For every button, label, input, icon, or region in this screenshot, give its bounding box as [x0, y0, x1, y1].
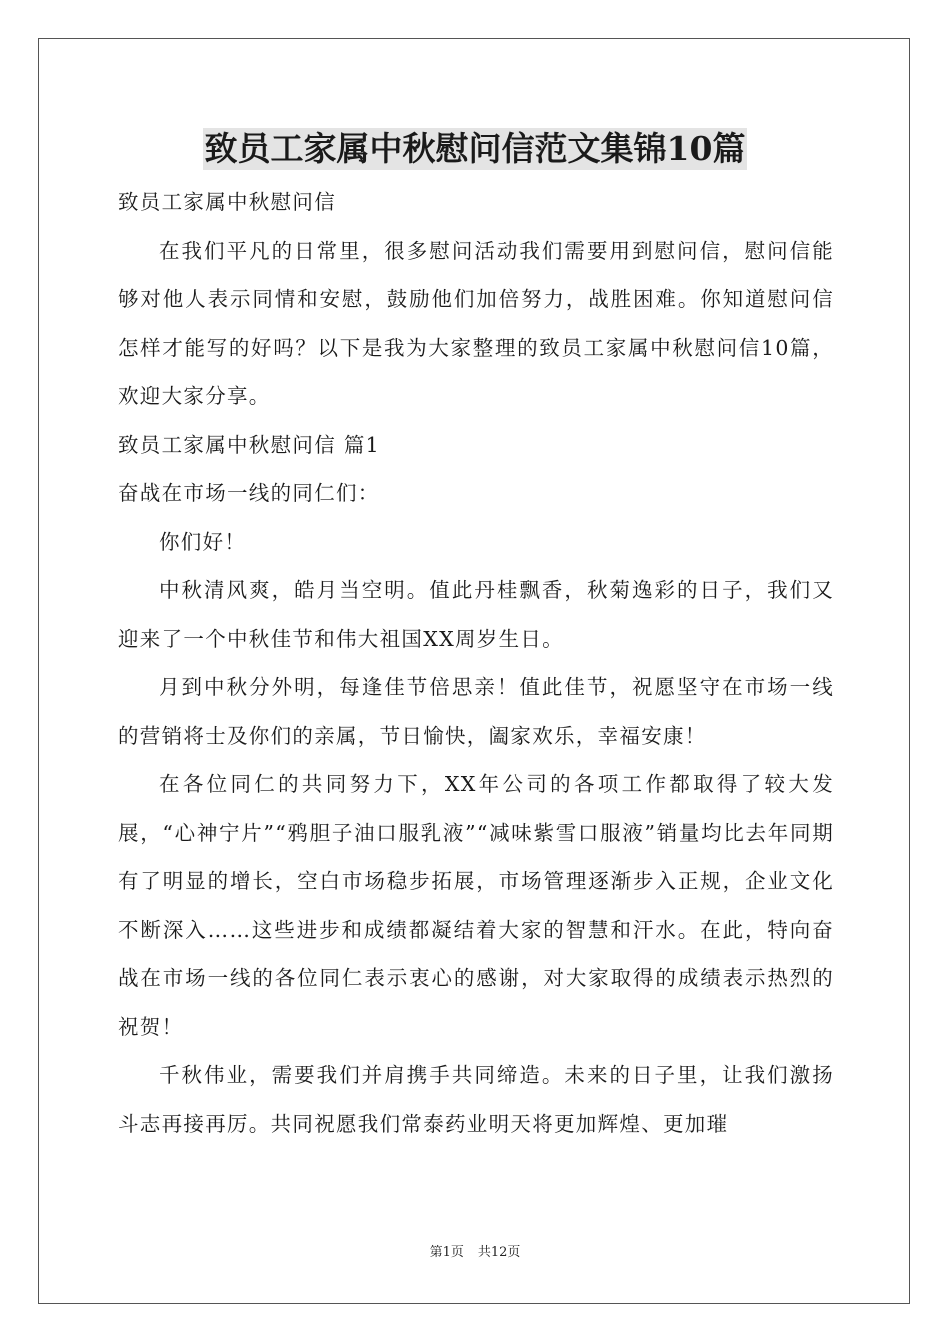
page-footer: [0, 1244, 950, 1262]
paragraph: 奋战在市场一线的同仁们：: [118, 481, 380, 505]
paragraph: 中秋清风爽，皓月当空明。值此丹桂飘香，秋菊逸彩的日子，我们又迎来了一个中秋佳节和伟大祖国XX周岁生日。: [118, 578, 834, 651]
paragraph: 月到中秋分外明，每逢佳节倍思亲！值此佳节，祝愿坚守在市场一线的营销将士及你们的亲属，节日愉快，阖家欢乐，幸福安康！: [118, 675, 834, 748]
paragraph: 千秋伟业，需要我们并肩携手共同缔造。未来的日子里，让我们激扬斗志再接再厉。共同祝愿我们常泰药业明天将更加辉煌、更加璀: [118, 1063, 834, 1136]
title-container: [0, 128, 950, 170]
paragraph: 致员工家属中秋慰问信: [118, 190, 336, 214]
page-total: 共12页: [477, 1245, 521, 1260]
document-title: 致员工家属中秋慰问信范文集锦10篇: [204, 129, 746, 168]
document-body: [118, 178, 834, 1148]
page-number: 第1页: [429, 1245, 464, 1260]
paragraph: 致员工家属中秋慰问信 篇1: [118, 432, 380, 457]
paragraph: 你们好！: [159, 529, 247, 554]
paragraph: 在各位同仁的共同努力下，XX年公司的各项工作都取得了较大发展，“心神宁片”“鸦胆子油口服乳液”“减味紫雪口服液”销量均比去年同期有了明显的增长，空白市场稳步拓展，市场管理逐渐步入正规，企业文化不断深入……这些进步和成绩都凝结着大家的智慧和汗水。在此，特向奋战在市场一线的各位同仁表示衷心的感谢，对大家取得的成绩表示热烈的祝贺！: [118, 772, 834, 1039]
paragraph: 在我们平凡的日常里，很多慰问活动我们需要用到慰问信，慰问信能够对他人表示同情和安慰，鼓励他们加倍努力，战胜困难。你知道慰问信怎样才能写的好吗？以下是我为大家整理的致员工家属中秋慰问信10篇，欢迎大家分享。: [118, 238, 834, 408]
